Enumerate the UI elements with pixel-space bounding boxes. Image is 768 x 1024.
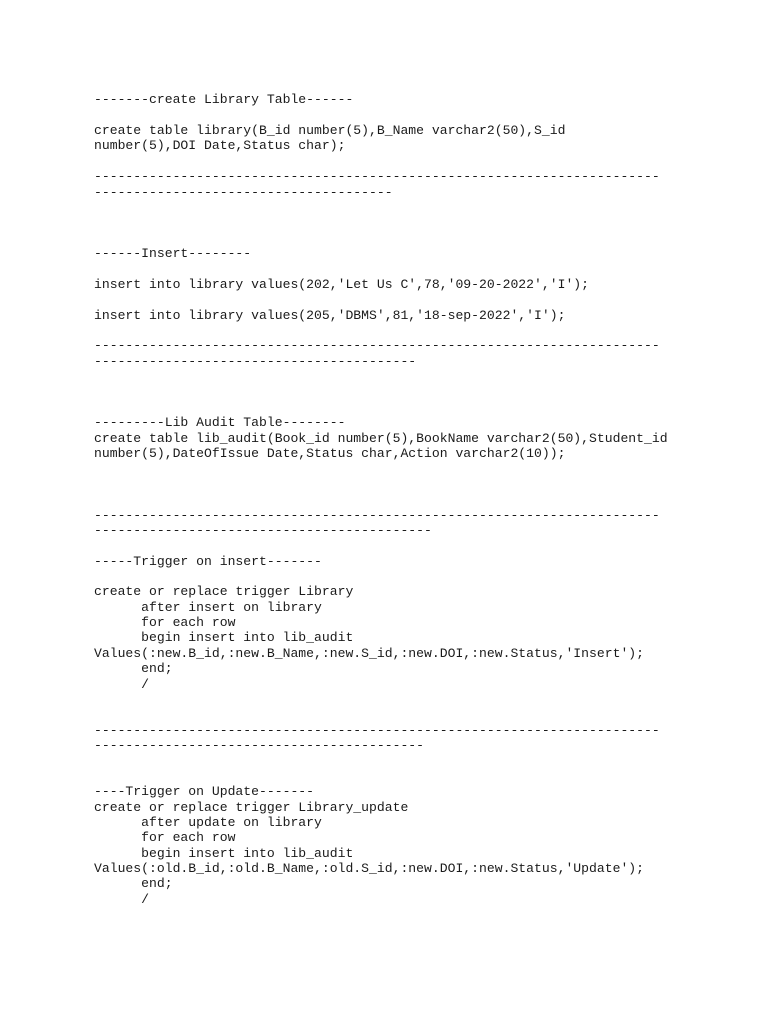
code-line: begin insert into lib_audit — [94, 846, 354, 861]
separator-line: -------------------------------------- — [94, 185, 393, 200]
code-line: Values(:old.B_id,:old.B_Name,:old.S_id,:new.DOI,:new.Status,'Update'); — [94, 861, 645, 876]
separator-line: ------------------------------------------ — [94, 738, 425, 753]
code-line: number(5),DateOfIssue Date,Status char,Action varchar2(10)); — [94, 446, 566, 461]
code-line: create table lib_audit(Book_id number(5),BookName varchar2(50),Student_id — [94, 431, 668, 446]
section-heading-create-library: -------create Library Table------ — [94, 92, 354, 107]
section-heading-lib-audit: ---------Lib Audit Table-------- — [94, 415, 346, 430]
code-line: create table library(B_id number(5),B_Name varchar2(50),S_id — [94, 123, 566, 138]
code-line: end; — [94, 661, 173, 676]
section-heading-trigger-insert: -----Trigger on insert------- — [94, 554, 322, 569]
separator-line: ------------------------------------------------------------------------ — [94, 169, 660, 184]
code-line: number(5),DOI Date,Status char); — [94, 138, 346, 153]
code-line: Values(:new.B_id,:new.B_Name,:new.S_id,:new.DOI,:new.Status,'Insert'); — [94, 646, 645, 661]
code-line: create or replace trigger Library_update — [94, 800, 409, 815]
code-line: / — [94, 892, 150, 907]
code-line: after update on library — [94, 815, 322, 830]
separator-line: ------------------------------------------- — [94, 523, 432, 538]
code-line: / — [94, 677, 150, 692]
section-heading-trigger-update: ----Trigger on Update------- — [94, 784, 315, 799]
code-line: end; — [94, 876, 173, 891]
section-heading-insert: ------Insert-------- — [94, 246, 252, 261]
separator-line: ----------------------------------------- — [94, 354, 417, 369]
separator-line: ------------------------------------------------------------------------ — [94, 723, 660, 738]
separator-line: ------------------------------------------------------------------------ — [94, 508, 660, 523]
code-line: begin insert into lib_audit — [94, 630, 354, 645]
code-line: create or replace trigger Library — [94, 584, 354, 599]
separator-line: ------------------------------------------------------------------------ — [94, 338, 660, 353]
code-line: insert into library values(205,'DBMS',81,'18-sep-2022','I'); — [94, 308, 566, 323]
code-line: for each row — [94, 615, 236, 630]
code-line: insert into library values(202,'Let Us C',78,'09-20-2022','I'); — [94, 277, 590, 292]
code-line: after insert on library — [94, 600, 322, 615]
code-line: for each row — [94, 830, 236, 845]
